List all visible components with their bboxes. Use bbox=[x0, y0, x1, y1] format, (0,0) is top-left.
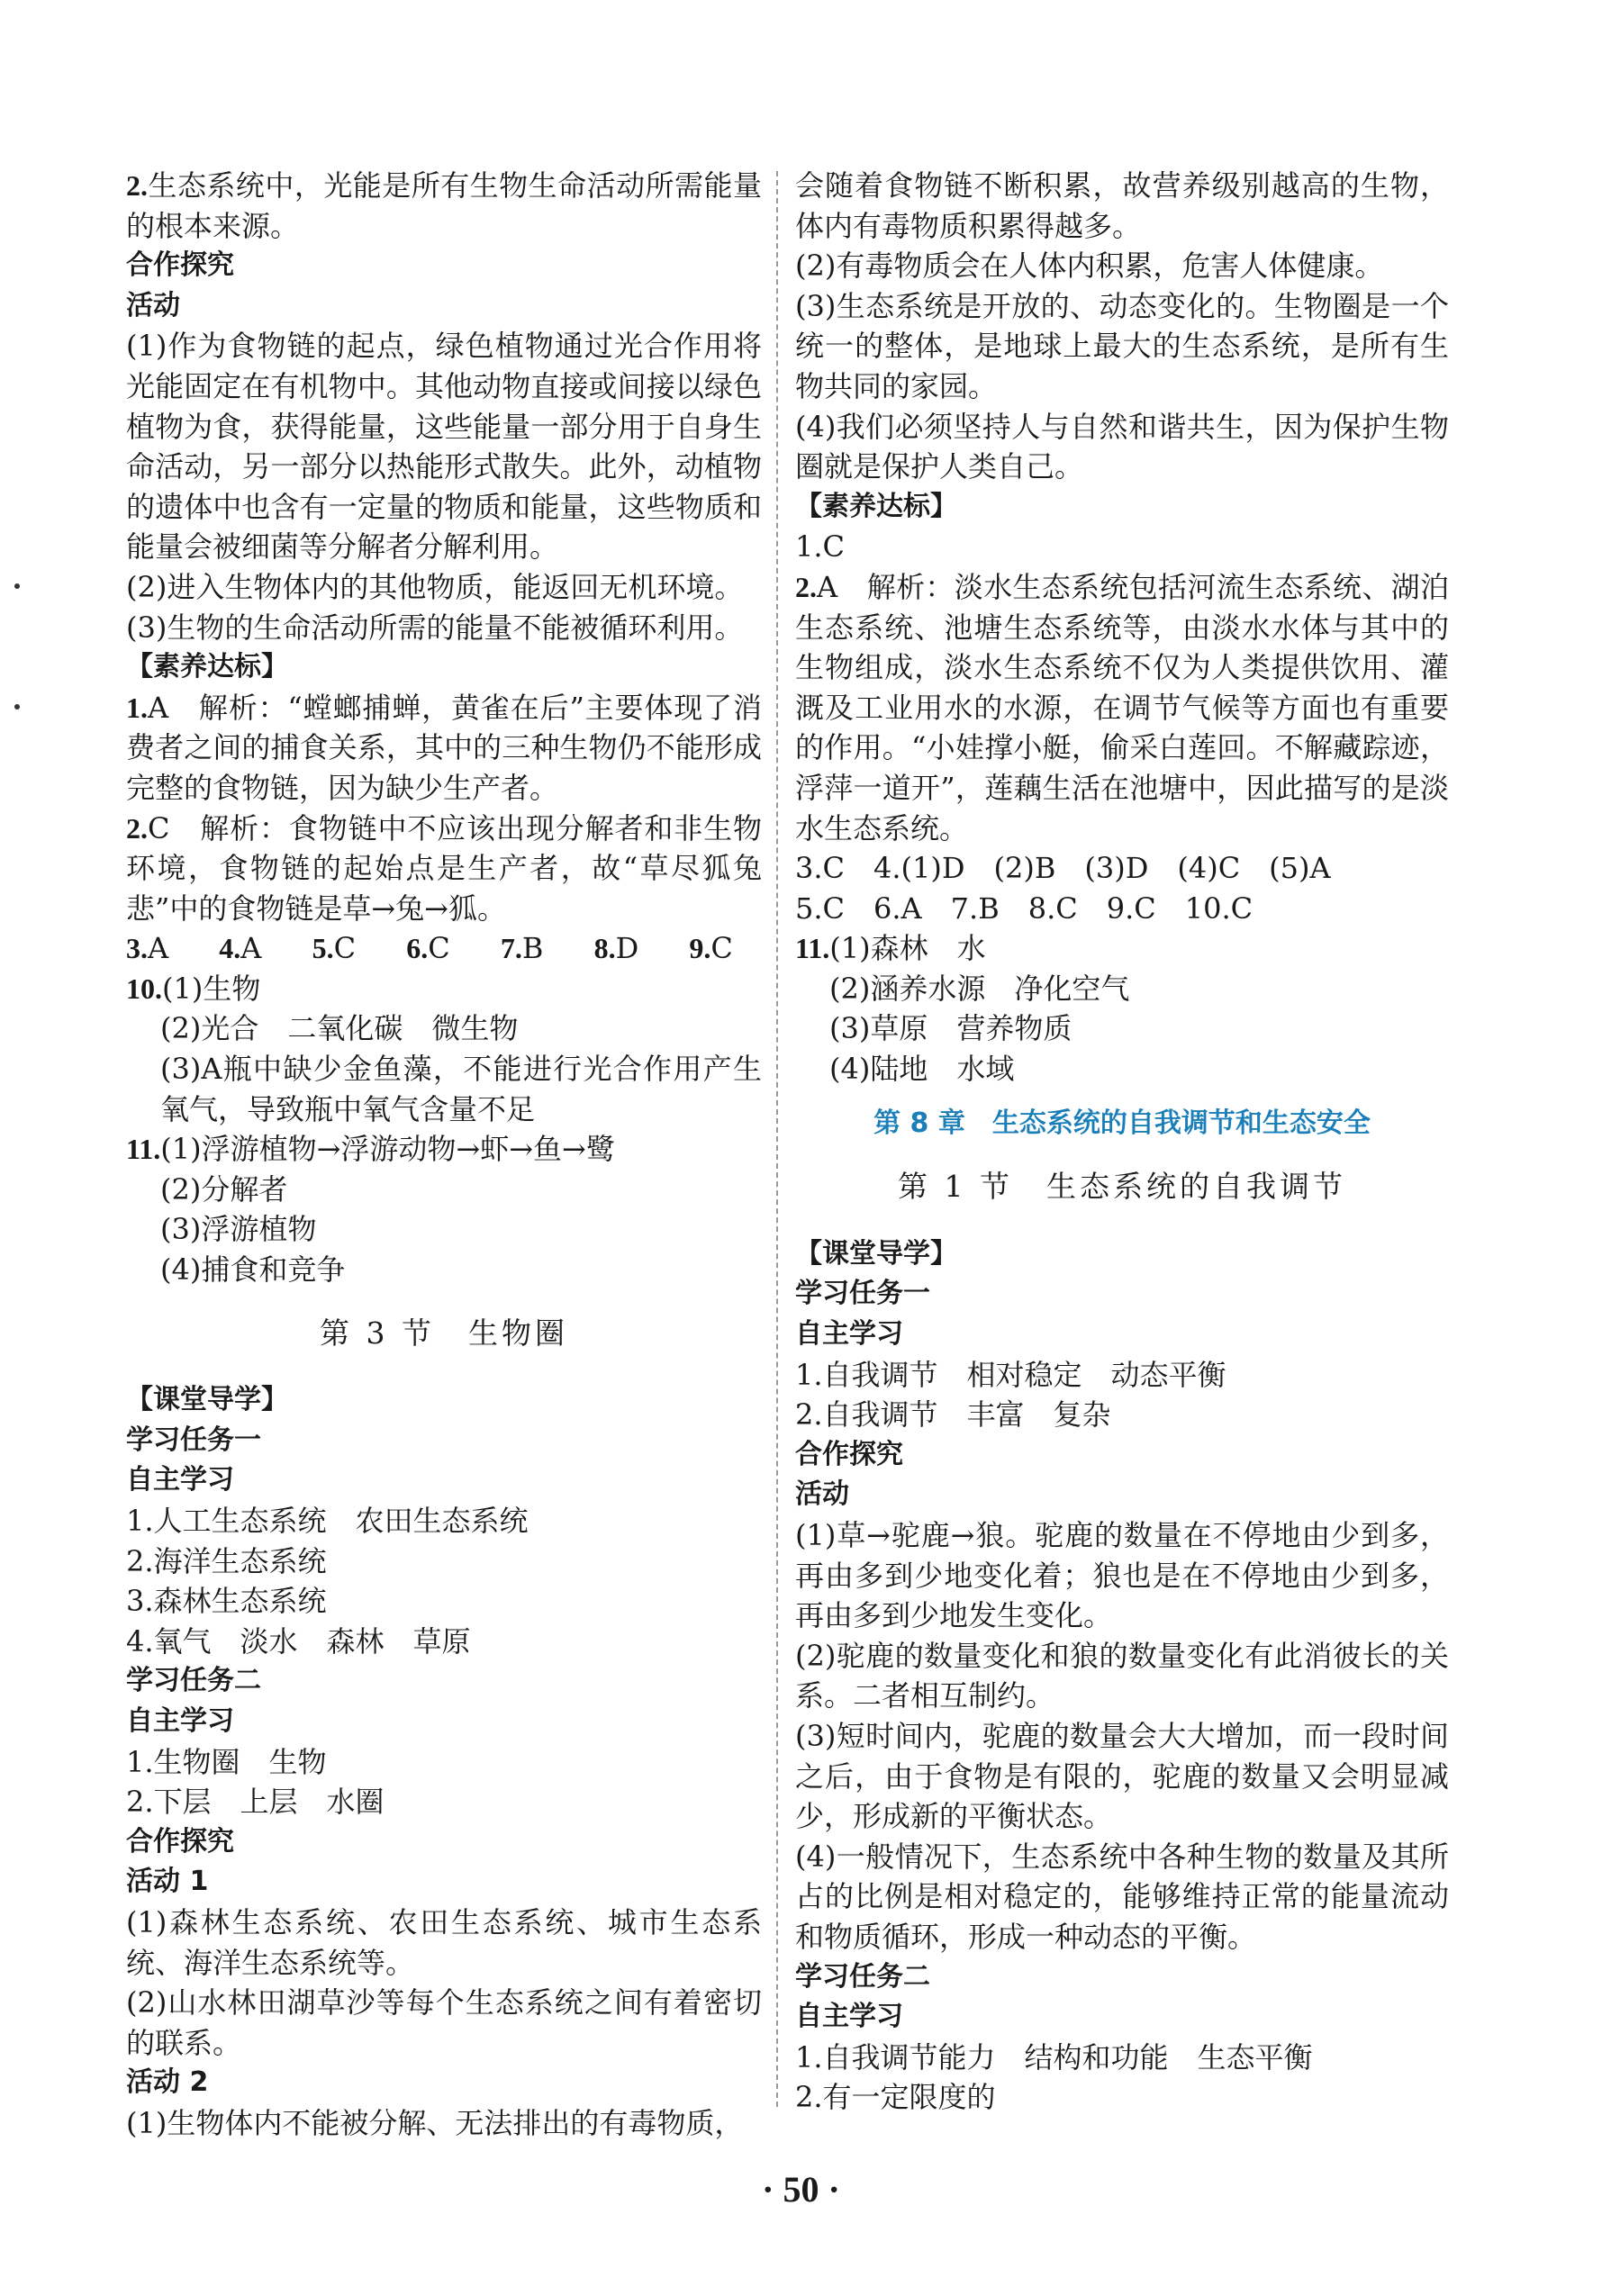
ch8-task2-answer-2: 2.有一定限度的 bbox=[795, 2080, 996, 2115]
task-1-heading: 学习任务一 bbox=[126, 1424, 261, 1456]
chapter-8-title: 第 8 章 生态系统的自我调节和生态安全 bbox=[873, 1107, 1371, 1139]
self-study-heading-4: 自主学习 bbox=[795, 2001, 903, 2033]
activity1-answer-1: (1)森林生态系统、农田生态系统、城市生态系统、海洋生态系统等。 bbox=[126, 1904, 762, 1980]
literacy-answer-2: 2.C 解析：食物链中不应该出现分解者和非生物环境，食物链的起始点是生产者，故“草尽狐兔悲”中的食物链是草→兔→狐。 bbox=[126, 810, 762, 926]
literacy2-answer-11-2: (2)涵养水源 净化空气 bbox=[829, 971, 1130, 1006]
literacy2-answers-3-4: 3.C 4.(1)D (2)B (3)D (4)C (5)A bbox=[795, 851, 1331, 886]
right-column bbox=[795, 166, 1449, 2118]
classroom-heading-2: 【课堂导学】 bbox=[795, 1237, 957, 1270]
literacy2-answer-11: 11.(1)森林 水 bbox=[795, 931, 986, 966]
cooperative-heading-3: 合作探究 bbox=[795, 1438, 903, 1470]
ch8-activity-answer-4: (4)一般情况下，生态系统中各种生物的数量及其所占的比例是相对稳定的，能够维持正常的能量流动和物质循环，形成一种动态的平衡。 bbox=[795, 1839, 1449, 1954]
q10-answer: 10.(1)生物 bbox=[126, 971, 261, 1006]
literacy2-answer-11-3: (3)草原 营养物质 bbox=[829, 1011, 1073, 1046]
literacy-heading: 【素养达标】 bbox=[126, 651, 288, 683]
cooperative-heading: 合作探究 bbox=[126, 249, 234, 282]
task1-answer-1: 1.人工生态系统 农田生态系统 bbox=[126, 1504, 529, 1538]
task-2-heading: 学习任务二 bbox=[126, 1665, 261, 1697]
section-1-title: 第 1 节 生态系统的自我调节 bbox=[898, 1169, 1346, 1205]
task1-answer-2: 2.海洋生态系统 bbox=[126, 1543, 327, 1578]
page-number: · 50 · bbox=[762, 2169, 840, 2210]
ch8-task2-answer-1: 1.自我调节能力 结构和功能 生态平衡 bbox=[795, 2039, 1313, 2075]
activity-heading: 活动 bbox=[126, 289, 180, 321]
self-study-heading-2: 自主学习 bbox=[126, 1704, 234, 1737]
activity-heading-2: 活动 bbox=[795, 1478, 849, 1511]
task2-answer-2: 2.下层 上层 水圈 bbox=[126, 1785, 385, 1820]
ch8-activity-answer-3: (3)短时间内，驼鹿的数量会大大增加，而一段时间之后，由于食物是有限的，驼鹿的数量又会明显减少，形成新的平衡状态。 bbox=[795, 1718, 1449, 1834]
left-column bbox=[126, 166, 762, 2144]
activity2-answer-1: (1)生物体内不能被分解、无法排出的有毒物质， bbox=[126, 2105, 744, 2140]
q11-answer-3: (3)浮游植物 bbox=[160, 1212, 317, 1247]
margin-mark bbox=[14, 704, 20, 710]
left-answer-2: 2.生态系统中，光能是所有生物生命活动所需能量的根本来源。 bbox=[126, 168, 762, 243]
task1-answer-3: 3.森林生态系统 bbox=[126, 1584, 327, 1619]
literacy2-answer-11-4: (4)陆地 水域 bbox=[829, 1052, 1015, 1087]
ch8-activity-answer-2: (2)驼鹿的数量变化和狼的数量变化有此消彼长的关系。二者相互制约。 bbox=[795, 1638, 1449, 1713]
task-1-heading-2: 学习任务一 bbox=[795, 1278, 930, 1310]
activity2-answer-4: (4)我们必须坚持人与自然和谐共生，因为保护生物圈就是保护人类自己。 bbox=[795, 409, 1449, 484]
activity1-answer-2: (2)山水林田湖草沙等每个生态系统之间有着密切的联系。 bbox=[126, 1985, 762, 2060]
ch8-activity-answer-1: (1)草→驼鹿→狼。驼鹿的数量在不停地由少到多，再由多到少地变化着；狼也是在不停地由少到多，再由多到少地发生变化。 bbox=[795, 1518, 1449, 1633]
literacy-heading-2: 【素养达标】 bbox=[795, 490, 957, 522]
literacy2-answer-1: 1.C bbox=[795, 529, 846, 565]
activity2-answer-1-cont: 会随着食物链不断积累，故营养级别越高的生物，体内有毒物质积累得越多。 bbox=[795, 168, 1449, 243]
task-2-heading-2: 学习任务二 bbox=[795, 1960, 930, 1993]
section-3-title: 第 3 节 生物圈 bbox=[320, 1315, 568, 1351]
activity-answer-1: (1)作为食物链的起点，绿色植物通过光合作用将光能固定在有机物中。其他动物直接或间接以绿色植物为食，获得能量，这些能量一部分用于自身生命活动，另一部分以热能形式散失。此外，动植物的遗体中也含有一定量的物质和能量，这些物质和能量会被细菌等分解者分解利用。 bbox=[126, 329, 762, 565]
task1-answer-4: 4.氧气 淡水 森林 草原 bbox=[126, 1623, 471, 1659]
literacy-answers-3-9: 3.A 4.A 5.C 6.C 7.B 8.D 9.C bbox=[126, 931, 733, 966]
activity-1-heading: 活动 1 bbox=[126, 1866, 209, 1898]
ch8-task1-answer-1: 1.自我调节 相对稳定 动态平衡 bbox=[795, 1357, 1226, 1392]
margin-mark bbox=[14, 583, 20, 589]
column-divider bbox=[776, 171, 778, 2107]
activity2-answer-3: (3)生态系统是开放的、动态变化的。生物圈是一个统一的整体，是地球上最大的生态系统，是所有生物共同的家园。 bbox=[795, 288, 1449, 403]
q11-answer-2: (2)分解者 bbox=[160, 1171, 288, 1207]
task2-answer-1: 1.生物圈 生物 bbox=[126, 1744, 327, 1779]
q11-answer-4: (4)捕食和竞争 bbox=[160, 1252, 346, 1288]
self-study-heading: 自主学习 bbox=[126, 1464, 234, 1496]
self-study-heading-3: 自主学习 bbox=[795, 1318, 903, 1351]
literacy-answer-1: 1.A 解析：“螳螂捕蝉，黄雀在后”主要体现了消费者之间的捕食关系，其中的三种生物仍不能形成完整的食物链，因为缺少生产者。 bbox=[126, 690, 762, 805]
cooperative-heading-2: 合作探究 bbox=[126, 1825, 234, 1858]
classroom-heading: 【课堂导学】 bbox=[126, 1384, 288, 1416]
activity-answer-3: (3)生物的生命活动所需的能量不能被循环利用。 bbox=[126, 610, 744, 645]
activity-answer-2: (2)进入生物体内的其他物质，能返回无机环境。 bbox=[126, 569, 744, 604]
ch8-task1-answer-2: 2.自我调节 丰富 复杂 bbox=[795, 1397, 1111, 1433]
q11-answer: 11.(1)浮游植物→浮游动物→虾→鱼→鹭 bbox=[126, 1132, 615, 1167]
activity2-answer-2: (2)有毒物质会在人体内积累，危害人体健康。 bbox=[795, 249, 1384, 284]
activity-2-heading: 活动 2 bbox=[126, 2066, 209, 2099]
q10-answer-3: (3)A瓶中缺少金鱼藻，不能进行光合作用产生氧气，导致瓶中氧气含量不足 bbox=[160, 1052, 762, 1126]
q10-answer-2: (2)光合 二氧化碳 微生物 bbox=[160, 1011, 519, 1046]
literacy2-answers-5-10: 5.C 6.A 7.B 8.C 9.C 10.C bbox=[795, 890, 1254, 926]
literacy2-answer-2: 2.A 解析：淡水生态系统包括河流生态系统、湖泊生态系统、池塘生态系统等，由淡水水体与其中的生物组成，淡水生态系统不仅为人类提供饮用、灌溉及工业用水的水源，在调节气候等方面也有重要的作用。“小娃撑小艇，偷采白莲回。不解藏踪迹，浮萍一道开”，莲藕生活在池塘中，因此描写的是淡水生态系统。 bbox=[795, 569, 1449, 845]
